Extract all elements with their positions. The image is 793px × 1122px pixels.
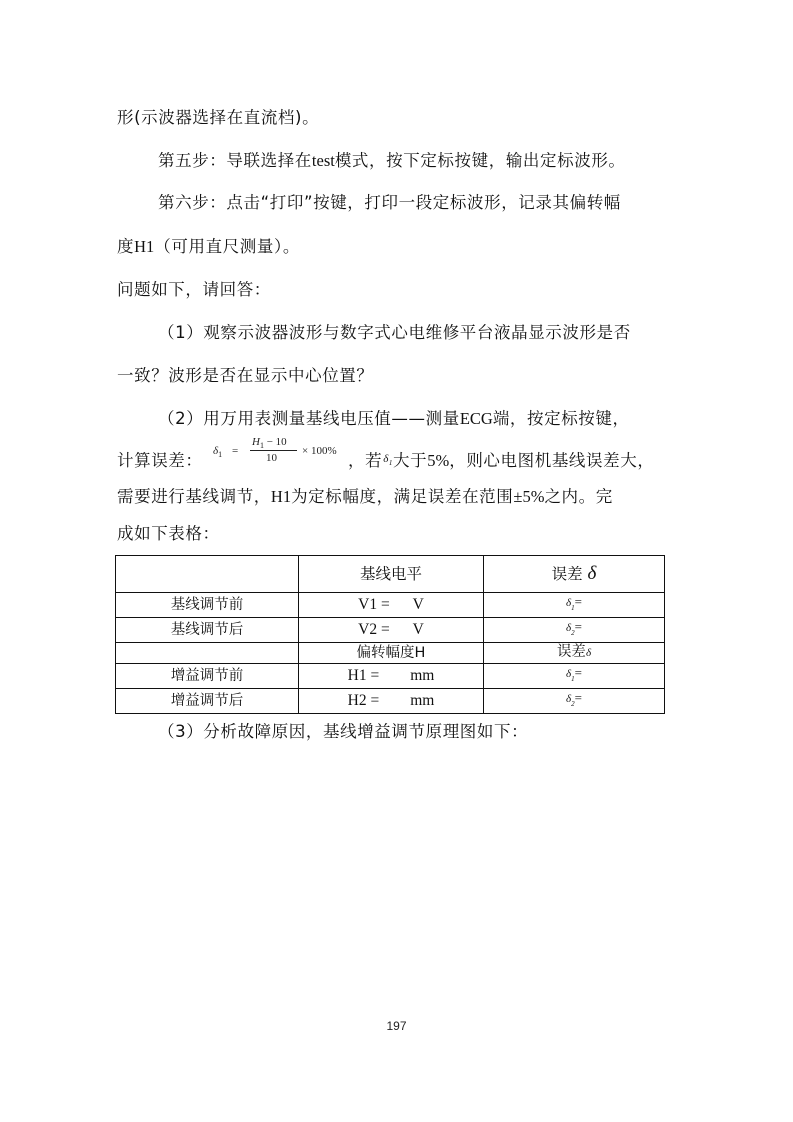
text-line-5 — [117, 280, 271, 300]
text-line-12 — [158, 722, 528, 742]
text-l6: （1）观察示波器波形与数字式心电维修平台液晶显示波形是否 — [158, 323, 631, 342]
text-l2b: test — [311, 151, 335, 170]
text-l2a: 第五步：导联选择在 — [158, 151, 312, 170]
table-cell-value: V1 = V — [299, 593, 484, 618]
table-cell-error — [484, 593, 665, 618]
table-header-row — [116, 556, 665, 593]
text-l10d: ±5% — [513, 487, 545, 506]
table-cell-error-sub: 2 — [571, 628, 575, 637]
table-cell-error-eq: = — [574, 664, 582, 680]
formula-tail: × 100% — [302, 445, 337, 457]
text-l9c: 大于 — [393, 451, 428, 470]
table-header-error-label: 误差 — [551, 565, 583, 583]
table-cell-label: 增益调节前 — [116, 663, 299, 688]
text-l2c: 模式，按下定标按键，输出定标波形。 — [334, 151, 626, 170]
text-line-3 — [158, 193, 621, 213]
table-cell-error-delta: δ — [566, 621, 572, 634]
table-cell-error-delta: δ — [566, 597, 572, 609]
table-cell-label: 基线调节前 — [116, 593, 299, 618]
table-cell-value: 偏转幅度H — [299, 642, 484, 663]
text-l12: （3）分析故障原因，基线增益调节原理图如下： — [158, 722, 529, 741]
text-l4a: 度 — [117, 237, 135, 256]
text-l5: 问题如下，请回答： — [117, 280, 271, 299]
table-cell-error-eq: = — [574, 594, 582, 609]
table-header-error — [484, 556, 665, 593]
text-l3: 第六步：点击“打印”按键，打印一段定标波形，记录其偏转幅 — [158, 193, 621, 212]
table-cell-error-eq: = — [574, 689, 582, 705]
text-line-1 — [117, 108, 319, 128]
table-header-baseline-level: 基线电平 — [299, 556, 484, 593]
text-l4b: H1 — [134, 237, 155, 256]
table-header-delta: δ — [587, 563, 597, 584]
text-l1: 形(示波器选择在直流档)。 — [117, 108, 320, 127]
formula-lhs: δ — [213, 445, 219, 457]
table-cell-error-delta: δ — [566, 692, 572, 705]
text-l9b: ，若 — [348, 451, 383, 470]
text-l10a: 需要进行基线调节， — [117, 487, 271, 506]
table-cell-error-sub: 2 — [571, 699, 575, 708]
table-cell-value: H1 = mm — [299, 663, 484, 688]
table-cell-value: H2 = mm — [299, 688, 484, 713]
formula-denominator: 10 — [266, 452, 277, 464]
text-line-2 — [158, 151, 626, 171]
table-row — [116, 688, 665, 713]
text-l10b: H1 — [270, 487, 292, 506]
table-row — [116, 617, 665, 642]
text-line-11 — [117, 524, 220, 544]
table-cell-label: 基线调节后 — [116, 617, 299, 642]
text-l9a: 计算误差： — [117, 451, 203, 470]
table-cell-error-label: 误差 — [556, 644, 586, 661]
text-line-8 — [158, 409, 630, 429]
text-l7: 一致？波形是否在显示中心位置？ — [117, 366, 374, 385]
text-l11: 成如下表格： — [117, 524, 220, 543]
text-line-9b — [348, 451, 654, 477]
text-l4c: （可用直尺测量）。 — [154, 237, 300, 256]
table-cell-error — [484, 642, 665, 663]
table-cell-value: V2 = V — [299, 617, 484, 642]
text-line-9a — [117, 451, 203, 471]
table-row — [116, 663, 665, 688]
table-row — [116, 642, 665, 663]
text-l8a: （2）用万用表测量基线电压值——测量 — [158, 409, 460, 428]
formula-lhs-sub: 1 — [218, 450, 223, 460]
text-l9d: 5% — [427, 451, 450, 470]
table-cell-error — [484, 663, 665, 688]
table-cell-error — [484, 617, 665, 642]
table-cell-error-sub: 1 — [571, 674, 575, 683]
page-number: 197 — [386, 1019, 407, 1033]
formula-numerator-sub: 1 — [259, 441, 264, 451]
formula-fraction-bar — [250, 450, 297, 451]
text-line-4 — [117, 237, 300, 257]
inline-delta-sub: 1 — [388, 459, 394, 468]
text-line-7 — [117, 366, 374, 386]
formula-eq: = — [232, 445, 239, 457]
inline-delta: δ — [383, 453, 389, 465]
measurement-table — [115, 555, 665, 714]
table-cell-error-delta: δ — [585, 647, 592, 660]
text-line-6 — [158, 323, 631, 343]
table-cell-label: 增益调节后 — [116, 688, 299, 713]
text-l10c: 为定标幅度，满足误差在范围 — [291, 487, 514, 506]
table-cell-label — [116, 642, 299, 663]
table-cell-error-sub: 1 — [571, 603, 575, 612]
table-header-cell-empty — [116, 556, 299, 593]
text-l8c: 端，按定标按键， — [492, 409, 630, 428]
error-formula — [213, 436, 347, 470]
table-cell-error-delta: δ — [566, 667, 572, 680]
text-l8b: ECG — [459, 409, 493, 428]
table-cell-error-eq: = — [574, 618, 582, 634]
table-row — [116, 593, 665, 618]
formula-numerator: H — [252, 436, 260, 448]
text-line-10 — [117, 487, 613, 507]
text-l9e: ，则心电图机基线误差大， — [449, 451, 655, 470]
text-l10e: 之内。完 — [544, 487, 613, 506]
formula-numerator-rest: − 10 — [263, 436, 287, 448]
table-cell-error — [484, 688, 665, 713]
